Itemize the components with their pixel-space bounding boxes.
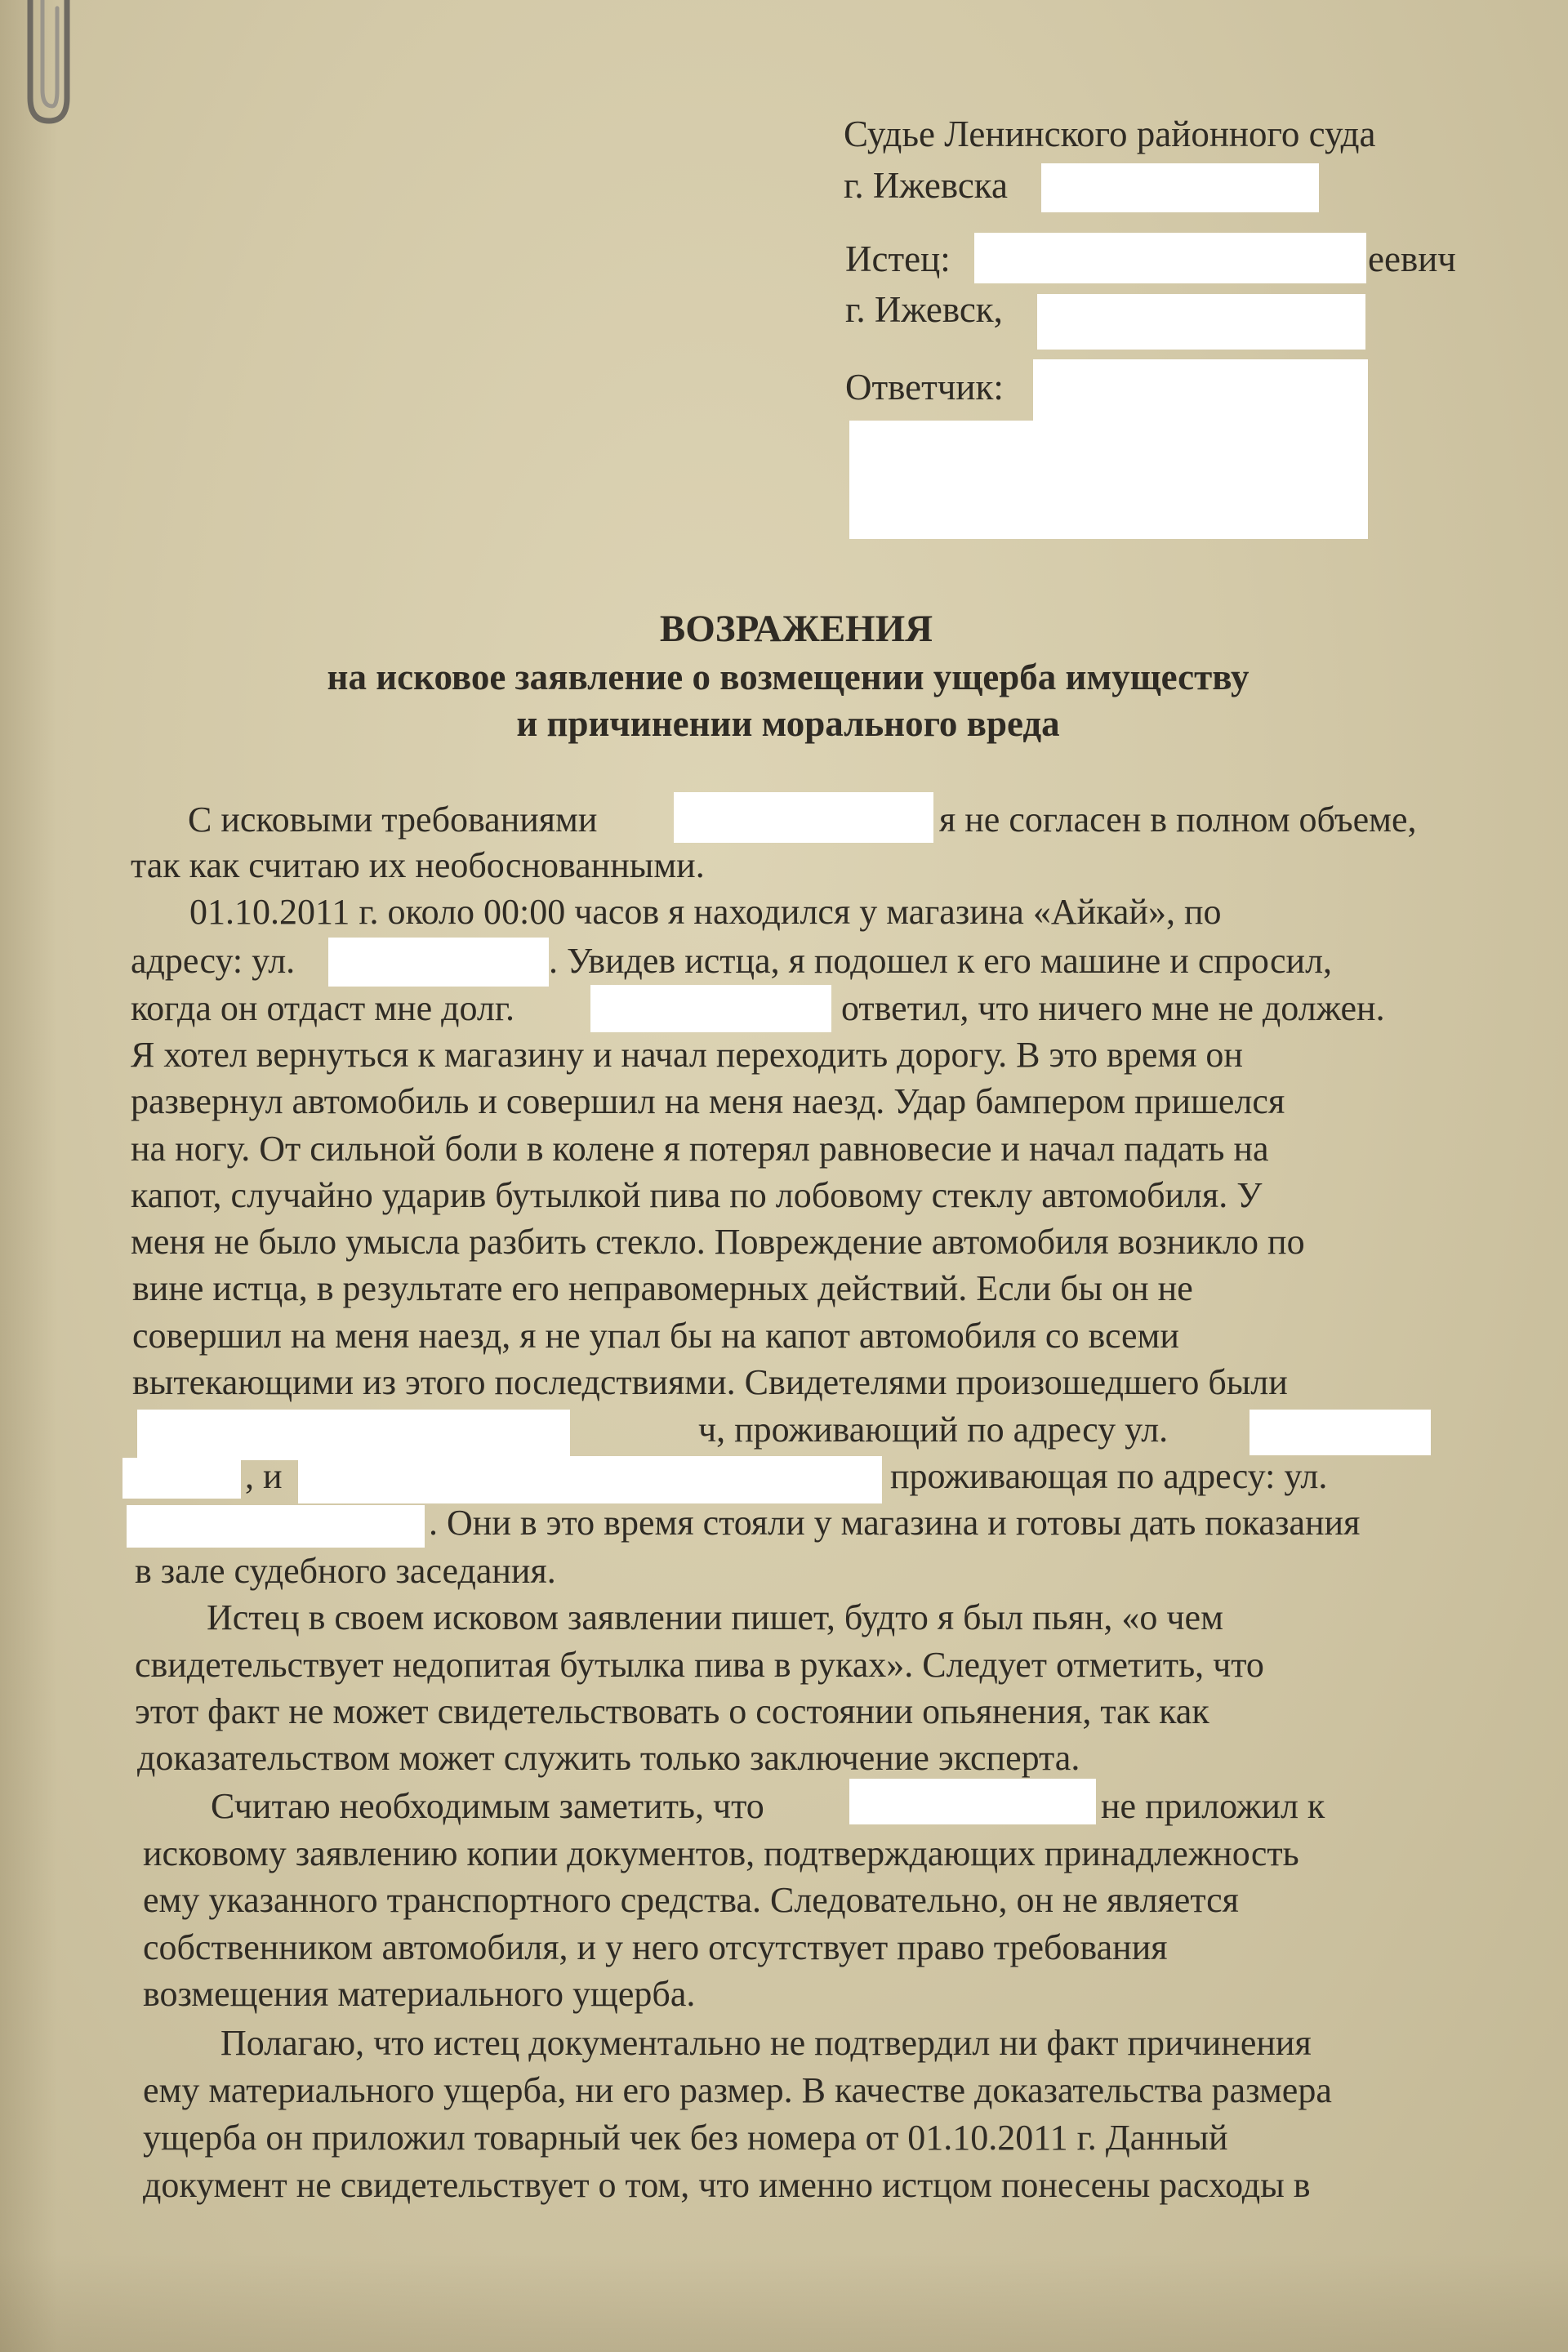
redaction-box bbox=[974, 233, 1366, 283]
body-line: Считаю необходимым заметить, что bbox=[211, 1786, 764, 1826]
body-line: адресу: ул. bbox=[131, 941, 296, 981]
body-line: . Увидев истца, я подошел к его машине и спросил, bbox=[549, 941, 1333, 981]
body-line: 01.10.2011 г. около 00:00 часов я находился у магазина «Айкай», по bbox=[189, 892, 1222, 932]
body-line: этот факт не может свидетельствовать о состоянии опьянения, так как bbox=[135, 1691, 1209, 1731]
page-shadow bbox=[0, 0, 57, 2352]
header-plaintiff-city: г. Ижевск, bbox=[845, 289, 1003, 330]
paper-clip-icon bbox=[10, 0, 75, 139]
body-line: когда он отдаст мне долг. bbox=[131, 988, 514, 1028]
body-line: на ногу. От сильной боли в колене я потерял равновесие и начал падать на bbox=[131, 1129, 1269, 1169]
document-subtitle-line2: и причинении морального вреда bbox=[516, 703, 1060, 744]
body-line: в зале судебного заседания. bbox=[135, 1551, 556, 1591]
body-line: , и bbox=[245, 1456, 283, 1496]
body-line: ответил, что ничего мне не должен. bbox=[841, 988, 1385, 1028]
header-judge-line1: Судье Ленинского районного суда bbox=[844, 114, 1376, 154]
redaction-box bbox=[1250, 1410, 1431, 1455]
body-line: Я хотел вернуться к магазину и начал переходить дорогу. В это время он bbox=[131, 1035, 1243, 1075]
document-title: ВОЗРАЖЕНИЯ bbox=[659, 608, 933, 650]
redaction-box bbox=[1033, 359, 1368, 425]
body-line: ему материального ущерба, ни его размер. В качестве доказательства размера bbox=[143, 2070, 1332, 2110]
body-line: так как считаю их необоснованными. bbox=[131, 845, 705, 885]
body-line: . Они в это время стояли у магазина и готовы дать показания bbox=[429, 1503, 1361, 1543]
body-line: ч, проживающий по адресу ул. bbox=[698, 1410, 1169, 1450]
redaction-box bbox=[127, 1505, 425, 1548]
body-line: развернул автомобиль и совершил на меня наезд. Удар бампером пришелся bbox=[131, 1081, 1285, 1121]
body-line: проживающая по адресу: ул. bbox=[890, 1456, 1328, 1496]
body-line: ему указанного транспортного средства. Следовательно, он не является bbox=[143, 1880, 1239, 1920]
redaction-box bbox=[298, 1456, 882, 1503]
header-plaintiff-tail: еевич bbox=[1368, 238, 1456, 279]
body-line: документ не свидетельствует о том, что именно истцом понесены расходы в bbox=[143, 2165, 1311, 2205]
body-line: Истец в своем исковом заявлении пишет, будто я был пьян, «о чем bbox=[207, 1597, 1223, 1637]
body-line: я не согласен в полном объеме, bbox=[939, 800, 1417, 840]
body-line: не приложил к bbox=[1101, 1786, 1325, 1826]
body-line: С исковыми требованиями bbox=[188, 800, 598, 840]
body-line: ущерба он приложил товарный чек без номера от 01.10.2011 г. Данный bbox=[143, 2118, 1228, 2158]
redaction-box bbox=[849, 421, 1368, 539]
body-line: свидетельствует недопитая бутылка пива в руках». Следует отметить, что bbox=[135, 1645, 1264, 1685]
body-line: совершил на меня наезд, я не упал бы на капот автомобиля со всеми bbox=[132, 1316, 1179, 1356]
body-line: возмещения материального ущерба. bbox=[143, 1974, 696, 2014]
redaction-box bbox=[590, 985, 831, 1032]
header-judge-line2: г. Ижевска bbox=[844, 165, 1008, 206]
body-line: вине истца, в результате его неправомерных действий. Если бы он не bbox=[132, 1268, 1193, 1308]
body-line: капот, случайно ударив бутылкой пива по лобовому стеклу автомобиля. У bbox=[131, 1175, 1263, 1215]
redaction-box bbox=[1037, 294, 1365, 350]
redaction-box bbox=[674, 792, 933, 843]
redaction-box bbox=[849, 1779, 1096, 1824]
document-subtitle-line1: на исковое заявление о возмещении ущерба имуществу bbox=[327, 657, 1250, 697]
redaction-box bbox=[1041, 163, 1319, 212]
redaction-box bbox=[122, 1458, 241, 1499]
header-plaintiff-label: Истец: bbox=[845, 238, 951, 279]
page-shadow-bottom bbox=[0, 2254, 1568, 2352]
body-line: меня не было умысла разбить стекло. Повреждение автомобиля возникло по bbox=[131, 1222, 1305, 1262]
body-line: вытекающими из этого последствиями. Свидетелями произошедшего были bbox=[132, 1362, 1288, 1402]
redaction-box bbox=[137, 1410, 570, 1460]
header-defendant-label: Ответчик: bbox=[845, 367, 1004, 408]
body-line: собственником автомобиля, и у него отсутствует право требования bbox=[143, 1927, 1168, 1967]
body-line: доказательством может служить только заключение эксперта. bbox=[137, 1738, 1080, 1778]
body-line: исковому заявлению копии документов, подтверждающих принадлежность bbox=[143, 1833, 1299, 1873]
redaction-box bbox=[328, 938, 549, 987]
body-line: Полагаю, что истец документально не подтвердил ни факт причинения bbox=[220, 2023, 1312, 2063]
